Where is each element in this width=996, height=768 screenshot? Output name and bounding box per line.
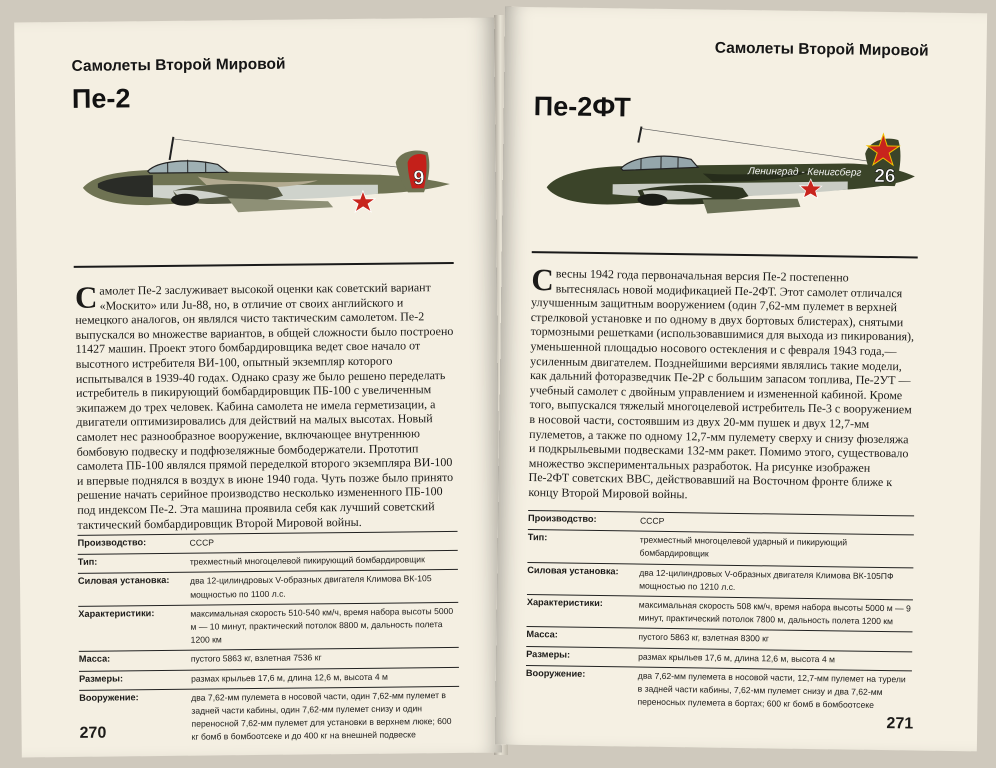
spec-label: Размеры: (526, 648, 571, 660)
page-number: 271 (886, 715, 914, 733)
spec-label: Вооружение: (525, 667, 586, 679)
spec-value: два 7,62-мм пулемета в носовой части, один 7,62-мм пулемет в задней части кабины, один 7,62-мм пулемет снизу и один переносной 7,62-мм пулемет для установки в верхнем люке; 600 кг бомб в бомбоотсеке и до 400 кг на внешней подвеске (191, 689, 452, 743)
spec-value: размах крыльев 17,6 м, длина 12,6 м, высота 4 м (190, 671, 388, 684)
specs-table (525, 510, 914, 716)
spec-value: два 12-цилиндровых V-образных двигателя Климова ВК-105ПФ мощностью по 1210 л.с. (639, 567, 894, 592)
spec-value: СССР (639, 515, 665, 526)
article-text: амолет Пе-2 заслуживает высокой оценки как советский вариант «Москито» или Ju-88, но, в отличие от своих английского и немецкого аналогов, он являлся чисто тактическим самолетом. Пе-2 выпускался во множестве вариантов, в общей сложности было построено 11427 машин. Проект этого бомбардировщика ведет свое начало от высотного истребителя ВИ-100, опытный экземпляр которого испытывался в 1939-40 годах. Однако сразу же было решено переделать истребитель в пикирующий бомбардировщик ПБ-100 с увеличенным экипажем до трех человек. Кабина самолета не имела герметизации, а двигатели оптимизировались для действий на малых высотах. Новый самолет нес разнообразное вооружение, включающее внутреннюю бомбовую подвеску и подфюзеляжные бомбодержатели. Прототип самолета ПБ-100 являлся прямой переделкой второго экземпляра ВИ-100 и впервые поднялся в воздух в июне 1940 года. Чуть позже было принято решение начать серийное производство несколько измененного ПБ-100 под индексом Пе-2. Эта машина проявила себя как лучший советский тактический бомбардировщик Второй Мировой войны. (75, 280, 454, 532)
spec-label: Вооружение: (79, 692, 139, 703)
spec-label: Масса: (78, 653, 111, 665)
fuselage-inscription: Ленинград - Кенигсберг (747, 166, 862, 179)
spec-value: трехместный многоцелевой ударный и пикирующий бомбардировщик (639, 534, 848, 559)
spec-value: размах крыльев 17,6 м, длина 12,6 м, высота 4 м (638, 651, 836, 664)
spec-label: Размеры: (78, 673, 124, 684)
divider (532, 251, 918, 258)
specs-table (78, 531, 460, 749)
tail-number: 26 (874, 165, 896, 188)
article-body (528, 262, 915, 505)
spec-row (78, 602, 458, 652)
spec-value: СССР (189, 537, 215, 548)
spec-value: максимальная скорость 508 км/ч, время набора высоты 5000 м — 9 минут, практический потолок 7800 м, дальность полета 1200 км (638, 599, 911, 627)
spec-row (525, 665, 912, 716)
aircraft-name: Пе-2 (71, 83, 131, 114)
spec-value: пустого 5863 кг, взлетная 7536 кг (190, 652, 322, 665)
page-right (495, 7, 987, 752)
page-left (14, 18, 502, 758)
spec-value: трехместный многоцелевой пикирующий бомбардировщик (189, 554, 425, 567)
spec-row (79, 686, 460, 749)
spec-label: Масса: (526, 629, 558, 640)
spec-label: Силовая установка: (77, 575, 170, 587)
tail-number: 9 (413, 167, 425, 190)
spec-row (78, 569, 458, 605)
spec-row (527, 562, 913, 600)
divider (74, 262, 454, 268)
spec-label: Производство: (527, 513, 597, 524)
spec-value: максимальная скорость 510-540 км/ч, время набора высоты 5000 м — 10 минут, практический потолок 8800 м, дальность полета 1200 км (190, 605, 454, 645)
pe2-illustration (77, 122, 458, 221)
spec-label: Тип: (77, 556, 98, 568)
aircraft-name: Пе-2ФТ (533, 91, 631, 123)
spec-label: Силовая установка: (527, 564, 619, 576)
page-number: 270 (79, 724, 107, 742)
section-title: Самолеты Второй Мировой (714, 39, 929, 60)
article-text: весны 1942 года первоначальная версия Пе-2 постепенно вытеснялась новой модификацией Пе-2ФТ. Этот самолет отличался улучшенным защитным вооружением (один 7,62-мм пулемет в верхней стрелковой установке и по одному в двух бортовых блистерах), снятыми тормозными решетками (использовавшимися для выхода из пикирования), уменьшенной площадью носового остекления и с февраля 1943 года,— усиленным двигателем. Позднейшими версиями являлись такие модели, как дальний фоторазведчик Пе-2Р с большим запасом топлива, Пе-2УТ — учебный самолет с двойным управлением и измененной кабиной. Кроме того, выпускался тяжелый многоцелевой истребитель Пе-3 с вооружением в носовой части, состоявшим из двух 20-мм пушек и двух 12,7-мм пулеметов, а также по одному 12,7-мм пулемету сверху и снизу фюзеляжа и подкрыльевыми подвесками 132-мм ракет. Помимо этого, существовало множество экспериментальных разработок. На рисунке изображен Пе-2ФТ советских ВВС, действовавший на Восточном фронте ближе к концу Второй Мировой войны. (528, 266, 915, 502)
pe2ft-illustration (542, 119, 928, 224)
spec-value: два 12-цилиндровых V-образных двигателя Климова ВК-105 мощностью по 1100 л.с. (189, 573, 432, 600)
article-body (75, 280, 458, 532)
spec-label: Характеристики: (78, 607, 155, 619)
spec-value: пустого 5863 кг, взлетная 8300 кг (638, 632, 770, 644)
spec-label: Тип: (527, 532, 548, 543)
spec-row (527, 594, 913, 632)
spec-label: Производство: (77, 537, 147, 548)
drop-cap: С (74, 279, 98, 315)
spec-label: Характеристики: (526, 597, 603, 609)
spec-row (527, 529, 913, 567)
spec-value: два 7,62-мм пулемета в носовой части, 12,7-мм пулемет на турели в задней части кабины, 7,62-мм пулемет снизу и два 7,62-мм переносных пулемета в бортах; 600 кг бомб в бомбоотсеке (637, 670, 906, 711)
section-title: Самолеты Второй Мировой (71, 55, 286, 75)
drop-cap: С (531, 262, 555, 298)
